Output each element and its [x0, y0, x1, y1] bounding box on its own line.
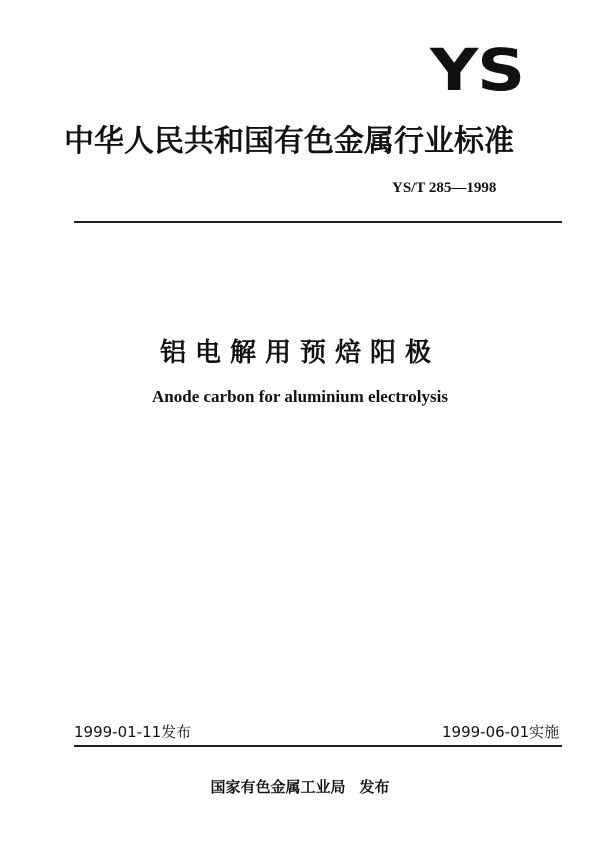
document-title-chinese: 铝电解用预焙阳极 — [159, 338, 440, 368]
ys-logo: YS — [430, 36, 525, 104]
standard-number: YS/T 285—1998 — [392, 180, 497, 196]
document-title-english: Anode carbon for aluminium electrolysis — [152, 387, 448, 406]
issue-date: 1999-01-11发布 — [74, 723, 192, 741]
header-divider — [74, 221, 562, 223]
publisher-name: 国家有色金属工业局 — [210, 778, 346, 796]
publisher-line — [0, 776, 600, 797]
industry-standard-title: 中华人民共和国有色金属行业标准 — [64, 124, 514, 159]
implementation-date: 1999-06-01实施 — [442, 723, 560, 741]
publisher-action: 发布 — [359, 778, 390, 796]
footer-divider — [74, 745, 562, 747]
